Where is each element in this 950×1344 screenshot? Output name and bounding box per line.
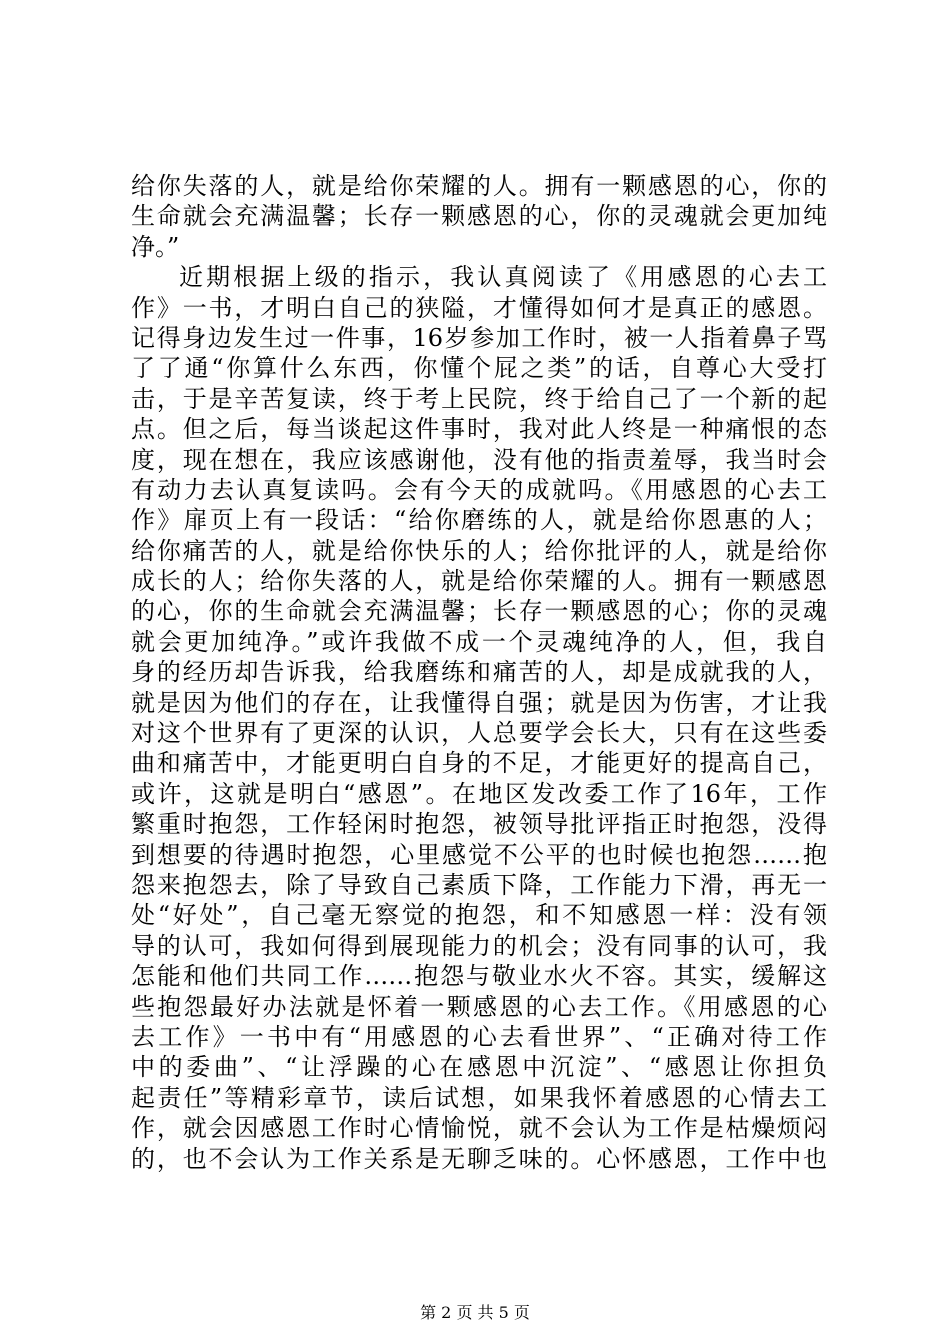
text-line: 的心，你的生命就会充满温馨；长存一颗感恩的心；你的灵魂 <box>131 597 827 626</box>
text-line: 成长的人；给你失落的人，就是给你荣耀的人。拥有一颗感恩 <box>131 567 827 596</box>
text-line: 了了通“你算什么东西，你懂个屁之类”的话，自尊心大受打 <box>131 354 827 383</box>
text-line: 就会更加纯净。”或许我做不成一个灵魂纯净的人，但，我自 <box>131 627 827 656</box>
text-line: 些抱怨最好办法就是怀着一颗感恩的心去工作。《用感恩的心 <box>131 992 827 1021</box>
text-line: 给你失落的人，就是给你荣耀的人。拥有一颗感恩的心，你的 <box>131 172 827 200</box>
text-line: 的，也不会认为工作关系是无聊乏味的。心怀感恩，工作中也 <box>131 1144 827 1173</box>
text-line: 作，就会因感恩工作时心情愉悦，就不会认为工作是枯燥烦闷 <box>131 1114 827 1143</box>
text-line: 处“好处”，自己毫无察觉的抱怨，和不知感恩一样：没有领 <box>131 901 827 930</box>
text-line: 中的委曲”、“让浮躁的心在感恩中沉淀”、“感恩让你担负 <box>131 1053 827 1082</box>
text-line: 度，现在想在，我应该感谢他，没有他的指责羞辱，我当时会 <box>131 445 827 474</box>
text-line: 对这个世界有了更深的认识，人总要学会长大，只有在这些委 <box>131 719 827 748</box>
text-line: 怎能和他们共同工作……抱怨与敬业水火不容。其实，缓解这 <box>131 962 827 991</box>
text-line: 击，于是辛苦复读，终于考上民院，终于给自己了一个新的起 <box>131 384 827 413</box>
text-line: 生命就会充满温馨；长存一颗感恩的心，你的灵魂就会更加纯 <box>131 202 827 231</box>
text-line: 就是因为他们的存在，让我懂得自强；就是因为伤害，才让我 <box>131 688 827 717</box>
text-line: 曲和痛苦中，才能更明白自身的不足，才能更好的提高自己， <box>131 749 827 778</box>
text-line: 点。但之后，每当谈起这件事时，我对此人终是一种痛恨的态 <box>131 415 827 444</box>
text-line: 去工作》一书中有“用感恩的心去看世界”、“正确对待工作 <box>131 1022 827 1051</box>
text-line: 给你痛苦的人，就是给你快乐的人；给你批评的人，就是给你 <box>131 536 827 565</box>
page-number-footer: 第 2 页 共 5 页 <box>420 1303 530 1322</box>
text-line: 记得身边发生过一件事，16岁参加工作时，被一人指着鼻子骂 <box>131 323 827 352</box>
text-line: 起责任”等精彩章节，读后试想，如果我怀着感恩的心情去工 <box>131 1083 827 1112</box>
text-line: 身的经历却告诉我，给我磨练和痛苦的人，却是成就我的人， <box>131 658 827 687</box>
text-line: 有动力去认真复读吗。会有今天的成就吗。《用感恩的心去工 <box>131 475 827 504</box>
paragraph-first-line: 近期根据上级的指示，我认真阅读了《用感恩的心去工 <box>179 263 827 292</box>
text-line: 到想要的待遇时抱怨，心里感觉不公平的也时候也抱怨……抱 <box>131 840 827 869</box>
text-line: 作》扉页上有一段话：“给你磨练的人，就是给你恩惠的人； <box>131 506 827 535</box>
text-line: 导的认可，我如何得到展现能力的机会；没有同事的认可，我 <box>131 931 827 960</box>
text-line: 作》一书，才明白自己的狭隘，才懂得如何才是真正的感恩。 <box>131 293 827 322</box>
text-line <box>131 1174 827 1204</box>
text-line: 繁重时抱怨，工作轻闲时抱怨，被领导批评指正时抱怨，没得 <box>131 810 827 839</box>
text-line: 或许，这就是明白“感恩”。在地区发改委工作了16年，工作 <box>131 779 827 808</box>
text-line: 怨来抱怨去，除了导致自己素质下降，工作能力下滑，再无一 <box>131 870 827 899</box>
text-line: 净。” <box>131 232 180 261</box>
body-text <box>131 171 827 1204</box>
